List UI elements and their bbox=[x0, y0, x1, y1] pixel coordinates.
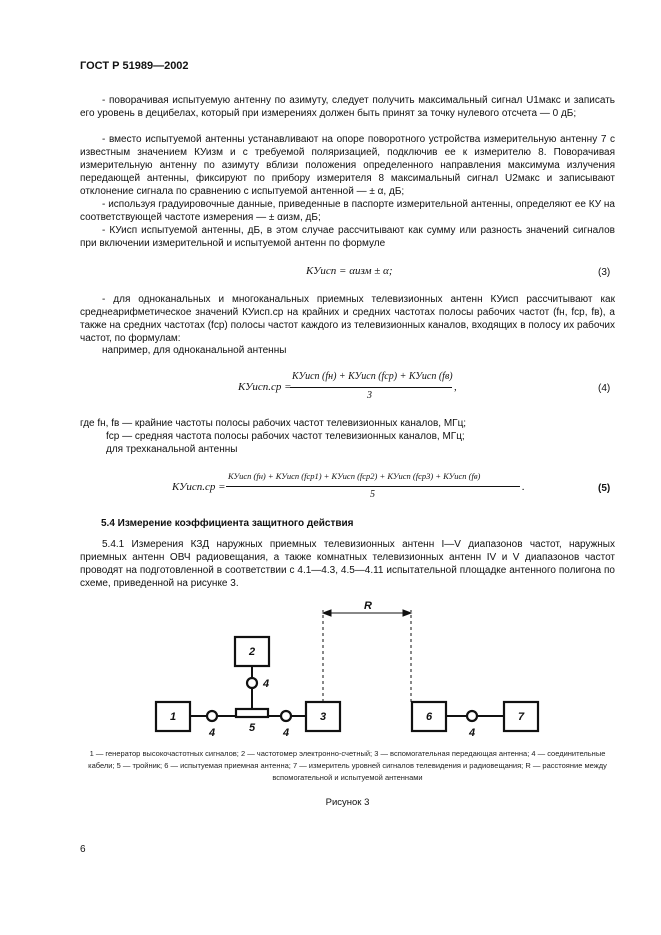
page-number: 6 bbox=[80, 844, 86, 855]
distance-arrow-left bbox=[323, 610, 331, 616]
paragraph-step-replace: - вместо испытуемой антенны устанавливают на опоре поворотного устройства измерительную антенну 7 с известным значением КУизм и с требуемой поляризацией, подключив ее к измерителю 8. Поворачивая измерительную антенну по азимуту вблизи положения определенного направления максимума излучения передающей антенны, фиксируют по прибору измерителя 8 максимальный сигнал U2макс и записывают отклонение сигнала по сравнению с испытуемой антенной — ± α, дБ; bbox=[80, 134, 615, 197]
block-1-label: 1 bbox=[169, 711, 177, 723]
cable-label-c: 4 bbox=[262, 678, 270, 690]
cable-label-b: 4 bbox=[282, 727, 290, 739]
where-line-1: где fн, fв — крайние частоты полосы рабочих частот телевизионных каналов, МГц; bbox=[80, 418, 467, 429]
cable-label-d: 4 bbox=[468, 727, 476, 739]
document-header: ГОСТ Р 51989—2002 bbox=[80, 60, 189, 72]
paragraph-average: - для одноканальных и многоканальных приемных телевизионных антенн КУисп рассчитывают как среднеарифметическое значений КУисп.ср на крайних и средних частотах полосы рабочих частот (fн, fср, fв), а также на средних частотах (fср) полосы частот каждого из телевизионных каналов, входящих в полосу их рабочих частот, по формулам: bbox=[80, 294, 615, 344]
cable-4-ring-c bbox=[247, 678, 257, 688]
formula-4-tail: , bbox=[454, 381, 457, 393]
formula-5-numerator: КУисп (fн) + КУисп (fср1) + КУисп (fср2) + КУисп (fср3) + КУисп (fв) bbox=[228, 471, 481, 481]
paragraph-step-rotate: - поворачивая испытуемую антенну по азимуту, следует получить максимальный сигнал U1макс и записать его уровень в децибелах, который при измерениях должен быть принят за точку нулевого отсчета — 0 дБ; bbox=[80, 95, 615, 119]
formula-5-lhs: КУисп.ср = bbox=[172, 481, 226, 493]
formula-4-denominator: 3 bbox=[367, 390, 372, 401]
formula-5-denominator: 5 bbox=[370, 489, 375, 500]
block-7-label: 7 bbox=[517, 711, 525, 723]
paragraph-step-calibration: - используя градуировочные данные, приведенные в паспорте измерительной антенны, определяют ее КУ на соответствующей частоте измерения — ± αизм, дБ; bbox=[80, 199, 615, 223]
section-heading: 5.4 Измерение коэффициента защитного действия bbox=[101, 518, 354, 529]
distance-label: R bbox=[364, 600, 372, 612]
equation-number-3: (3) bbox=[598, 267, 611, 278]
formula-5-tail: . bbox=[522, 481, 525, 493]
paragraph-5-4-1: 5.4.1 Измерения КЗД наружных приемных телевизионных антенн I—V диапазонов частот, наружных приемных антенн ОВЧ радиовещания, а также комнатных телевизионных антенн IV и V диапазонов частот проводят на подготовленной в соответствии с 4.1—4.3, 4.5—4.11 испытательной площадке антенного полигона по схеме, приведенной на рисунке 3. bbox=[80, 539, 615, 589]
paragraph-example: например, для одноканальной антенны bbox=[102, 345, 287, 356]
block-6-label: 6 bbox=[425, 711, 433, 723]
cable-label-a: 4 bbox=[208, 727, 216, 739]
figure-legend: 1 — генератор высокочастотных сигналов; 2 — частотомер электронно-счетный; 3 — вспомогательная передающая антенна; 4 — соединительные кабели; 5 — тройник; 6 — испытуемая приемная антенна; 7 — измеритель уровней сигналов телевидения и радиовещания; R — расстояние между вспомогательной и испытуемой антеннами bbox=[88, 749, 607, 782]
block-5-tee bbox=[236, 709, 268, 717]
block-2-label: 2 bbox=[248, 646, 256, 658]
formula-4-numerator: КУисп (fн) + КУисп (fср) + КУисп (fв) bbox=[292, 371, 453, 382]
cable-4-ring-d bbox=[467, 711, 477, 721]
block-5-label: 5 bbox=[248, 722, 256, 734]
figure-caption: Рисунок 3 bbox=[325, 797, 370, 808]
equation-number-5: (5) bbox=[598, 483, 611, 494]
equation-number-4: (4) bbox=[598, 383, 611, 394]
where-line-3: для трехканальной антенны bbox=[106, 444, 238, 455]
formula-3: КУисп = αизм ± α; bbox=[306, 265, 393, 277]
distance-arrow-right bbox=[403, 610, 411, 616]
block-3-label: 3 bbox=[319, 711, 327, 723]
cable-4-ring-b bbox=[281, 711, 291, 721]
paragraph-step-calculate: - КУисп испытуемой антенны, дБ, в этом случае рассчитывают как сумму или разность значений сигналов при включении измерительной и испытуемой антенн по формуле bbox=[80, 225, 615, 249]
where-line-2: fср — средняя частота полосы рабочих частот телевизионных каналов, МГц; bbox=[106, 431, 465, 442]
cable-4-ring-a bbox=[207, 711, 217, 721]
formula-4-lhs: КУисп.ср = bbox=[238, 381, 292, 393]
